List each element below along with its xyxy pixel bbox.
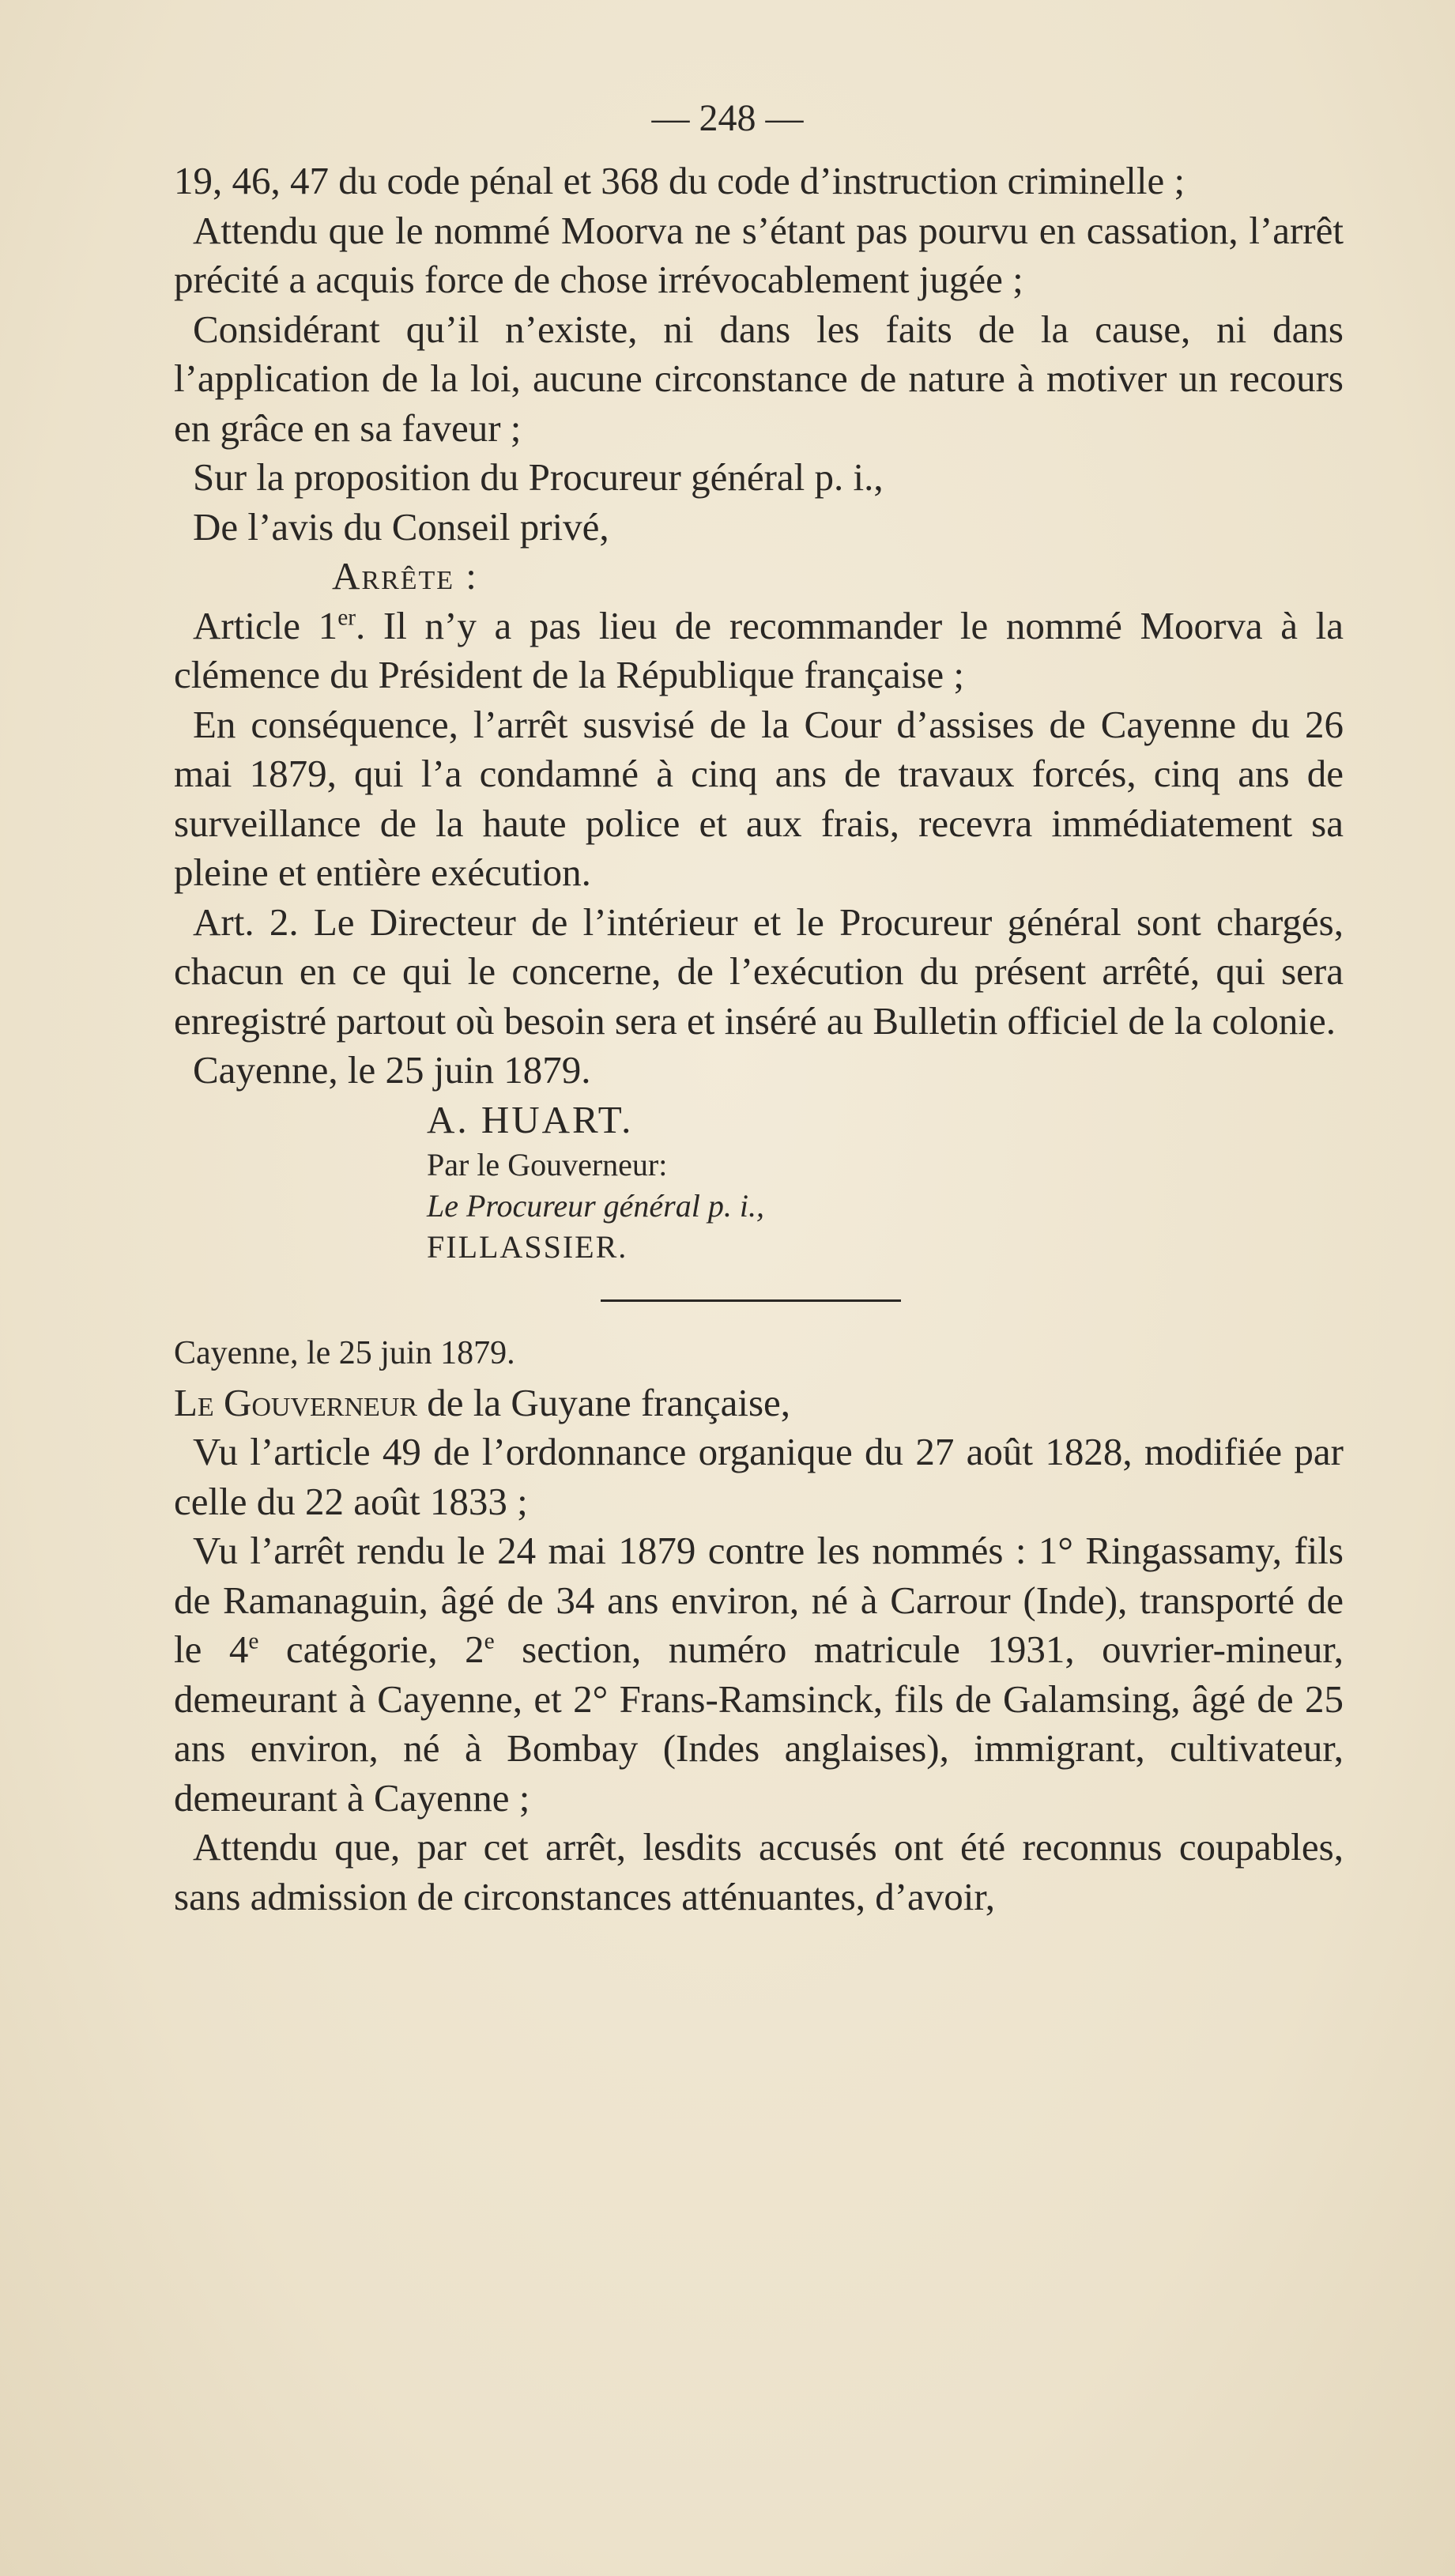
article-1-label: Article 1 bbox=[193, 603, 338, 647]
paragraph-considerant: Considérant qu’il n’existe, ni dans les faits de la cause, ni dans l’application de la loi, aucune circonstance de nature à motiver un recours en grâce en sa faveur ; bbox=[174, 307, 1344, 450]
signature-line-1: Par le Gouverneur: bbox=[427, 1147, 668, 1182]
paragraph-proposition: Sur la proposition du Procureur général p. i., bbox=[193, 455, 884, 499]
paragraph-attendu: Attendu que le nommé Moorva ne s’étant pas pourvu en cassation, l’arrêt précité a acquis force de chose irrévocablement jugée ; bbox=[174, 208, 1344, 301]
article-1 bbox=[174, 602, 1344, 700]
paragraph-continuation: 19, 46, 47 du code pénal et 368 du code d’instruction criminelle ; bbox=[174, 159, 1185, 202]
governor-title-rest: de la Guyane française, bbox=[417, 1380, 791, 1424]
article-1-text: . Il n’y a pas lieu de recommander le nommé Moorva à la clémence du Président de la République française ; bbox=[174, 603, 1344, 696]
arrete-heading: Arrête : bbox=[332, 554, 478, 598]
page-number: — 248 — bbox=[651, 97, 804, 139]
paragraph-attendu-2: Attendu que, par cet arrêt, lesdits accusés ont été reconnus coupables, sans admission de circonstances atténuantes, d’avoir, bbox=[174, 1825, 1344, 1918]
vu-arret-text-b: catégorie, 2 bbox=[258, 1627, 484, 1671]
section-divider bbox=[601, 1299, 901, 1302]
governor-title: Le Gouverneur bbox=[174, 1380, 417, 1424]
signature-name: A. HUART. bbox=[427, 1097, 634, 1141]
paragraph-vu-arret bbox=[174, 1526, 1344, 1823]
article-1-sup: er bbox=[337, 605, 356, 631]
signature-line-3: FILLASSIER. bbox=[427, 1229, 628, 1265]
date-line-2: Cayenne, le 25 juin 1879. bbox=[174, 1335, 515, 1371]
vu-arret-sup-2: e bbox=[484, 1628, 495, 1654]
vu-arret-text-c: section, numéro matricule 1931, ouvrier-mineur, demeurant à Cayenne, et 2° Frans-Ramsinck, fils de Galamsing, âgé de 25 ans environ, né à Bombay (Indes anglaises), immigrant, cultivateur, demeurant à Cayenne ; bbox=[174, 1627, 1344, 1820]
date-line-1: Cayenne, le 25 juin 1879. bbox=[193, 1048, 591, 1092]
vu-arret-sup-1: e bbox=[248, 1628, 259, 1654]
signature-line-2: Le Procureur général p. i., bbox=[427, 1188, 764, 1224]
vu-arret-text-a: Vu l’arrêt rendu le 24 mai 1879 contre les nommés : 1° Ringassamy, fils de Ramanaguin, âgé de 34 ans environ, né à Carrour (Inde), transporté de le 4 bbox=[174, 1529, 1344, 1671]
document-body bbox=[174, 157, 1344, 1922]
paragraph-consequence: En conséquence, l’arrêt susvisé de la Cour d’assises de Cayenne du 26 mai 1879, qui l’a condamné à cinq ans de travaux forcés, cinq ans de surveillance de la haute police et aux frais, recevra immédiatement sa pleine et entière exécution. bbox=[174, 702, 1344, 894]
article-2: Art. 2. Le Directeur de l’intérieur et le Procureur général sont chargés, chacun en ce qui le concerne, de l’exécution du présent arrêté, qui sera enregistré partout où besoin sera et inséré au Bulletin officiel de la colonie. bbox=[174, 900, 1344, 1043]
governor-heading bbox=[174, 1379, 1344, 1428]
paragraph-avis: De l’avis du Conseil privé, bbox=[193, 504, 609, 549]
paragraph-vu-article: Vu l’article 49 de l’ordonnance organique du 27 août 1828, modifiée par celle du 22 août 1833 ; bbox=[174, 1430, 1344, 1523]
